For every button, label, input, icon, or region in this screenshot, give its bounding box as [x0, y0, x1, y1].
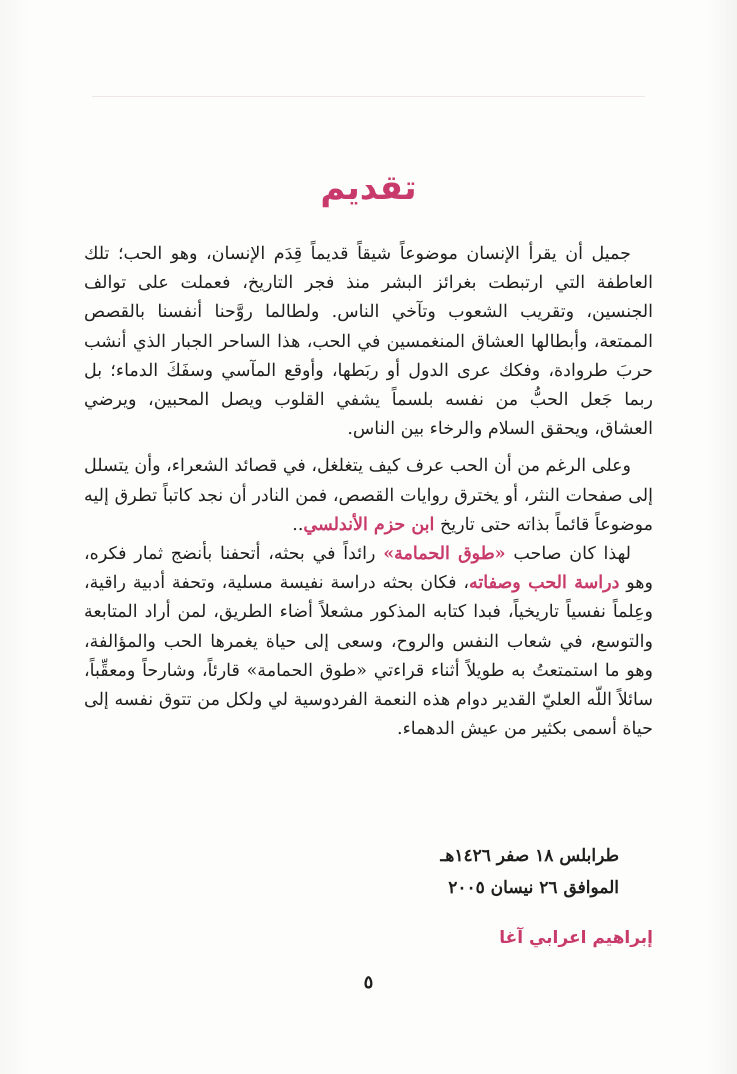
paragraph-history	[84, 452, 653, 540]
signoff-gregorian-date: الموافق ٢٦ نيسان ٢٠٠٥	[448, 878, 619, 898]
highlight-tawq-al-hamama: «طوق الحمامة»	[383, 544, 506, 565]
paragraph-intro: جميل أن يقرأ الإنسان موضوعاً شيقاً قديماً قِدَم الإنسان، وهو الحب؛ تلك العاطفة التي ارتبطت بغرائز البشر منذ فجر التاريخ، فعملت على توالف الجنسين، وتقريب الشعوب وتآخي الناس. ولطالما روَّحنا أنفسنا بالقصص الممتعة، وأبطالها العشاق المنغمسين في الحب، هذا الساحر الجبار الذي أنشب حربَ طروادة، وفكك عرى الدول أو ربَطها، وأوقع المآسي وسفَكَ الدماء؛ بل ربما جَعل الحبُّ من نفسه بلسماً يشفي القلوب ويصل المحبين، ويرضي العشاق، ويحقق السلام والرخاء بين الناس.	[84, 244, 653, 440]
paragraph-tawq-part2: رائداً في بحثه، أتحفنا بأنضج ثمار فكره، وهو	[84, 544, 653, 594]
header-rule	[92, 96, 645, 97]
paragraph-history-end: ..	[292, 514, 304, 535]
paragraph-tawq	[84, 540, 653, 744]
highlight-love-study: دراسة الحب وصفاته	[468, 573, 620, 594]
paragraph-tawq-part1: لهذا كان صاحب	[513, 544, 631, 565]
highlight-ibn-hazm: ابن حزم الأندلسي	[303, 514, 435, 535]
page-number: ٥	[363, 972, 374, 993]
paragraph-tawq-part3: ، فكان بحثه دراسة نفيسة مسلية، وتحفة أدبية راقية، وعِلماً نفسياً تاريخياً، فبدا كتابه المذكور مشعلاً أضاء الطريق، لمن أراد المتابعة والتوسع، في شعاب النفس والروح، وسعى إلى حياة يغمرها الحب والمؤالفة، وهو ما استمتعتُ به طويلاً أثناء قراءتي «طوق الحمامة» قارئاً، وشارحاً ومعقِّباً، سائلاً اللّه العليّ القدير دوام هذه النعمة الفردوسية لي ولكل من تتوق نفسه إلى حياة أسمى بكثير من عيش الدهماء.	[84, 573, 653, 740]
paragraph-history-text: وعلى الرغم من أن الحب عرف كيف يتغلغل، في قصائد الشعراء، وأن يتسلل إلى صفحات النثر، أو يخترق روايات القصص، فمن النادر أن نجد كاتباً تطرق إليه موضوعاً قائماً بذاته حتى تاريخ	[84, 456, 653, 535]
page-title: تقديم	[320, 168, 417, 208]
signoff-place-date: طرابلس ١٨ صفر ١٤٢٦هـ	[440, 846, 619, 866]
author-name: إبراهيم اعرابي آغا	[499, 928, 653, 948]
body-text	[84, 240, 653, 744]
